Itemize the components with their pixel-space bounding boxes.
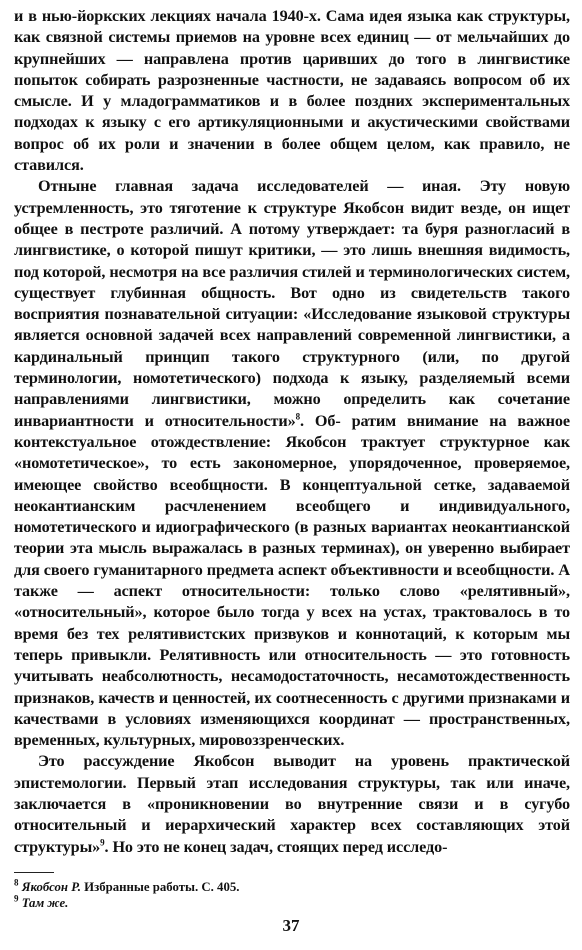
footnote-8-number: 8 — [14, 877, 19, 888]
page-body — [14, 6, 570, 911]
paragraph-2-cont: ратим внимание на важное контекстуальное отождествление: Якобсон трактует структурное как «номотетическое», то есть закономерное, упорядоченное, проверяемое, имеющее свойство всеобщности. В концептуальной сетке, задаваемой неокантианским расчленением всеобщего и индивидуального, номотетического и идиографического (в разных вариантах неокантианской теории эта мысль выражалась в разных терминах), он уверенно выбирает для своего гуманитарного предмета аспект объективности и всеобщности. А также — аспект относительности: только слово «релятивный», «относительный», которое было тогда у всех на устах, трактовалось в то время без тех релятивистских призвуков и коннотаций, к которым мы теперь привыкли. Релятивность или относительность — это готовность учитывать неабсолютность, несамодостаточность, несамотождественность признаков, качеств и ценностей, их соотнесенность с другими признаками и качествами в условиях изменяющихся координат — пространственных, временных, культурных, мировоззренческих. — [14, 411, 570, 750]
paragraph-2-tail: . Об- — [300, 411, 341, 430]
page-number: 37 — [282, 916, 300, 935]
footnote-8-text: Избранные работы. С. 405. — [84, 879, 240, 894]
paragraph-2 — [14, 176, 570, 751]
footnote-9-number: 9 — [14, 893, 19, 904]
footnote-9 — [14, 895, 570, 911]
paragraph-2-text: Отныне главная задача исследователей — иная. Эту новую устремленность, это тяготение к структуре Якобсон видит везде, он ищет общее в пестроте различий. А потому утверждает: та буря разногласий в лингвистике, о которой пишут критики, — это лишь внешняя видимость, под которой, несмотря на все различия стилей и терминологических систем, существует глубинная общность. Вот одно из свидетельств такого восприятия познавательной ситуации: «Исследование языковой структуры является основной задачей всех направлений современной лингвистики, а кардинальный принцип такого структурного (или, по другой терминологии, номотетического) подхода к языку, разделяемый всеми направлениями лингвистики, можно определить как сочетание инвариантности и относительности» — [14, 177, 570, 430]
footnote-ref-9[interactable]: 9 — [100, 837, 105, 848]
footnote-separator — [14, 872, 54, 873]
paragraph-3-text: Это рассуждение Якобсон выводит на уровень практической эпистемологии. Первый этап исследования структуры, так или иначе, заключается в «проникновении во внутренние связи и в сугубо относительный и иерархический характер всех составляющих этой структуры» — [14, 752, 570, 856]
paragraph-3-tail: Но это не конец задач, стоящих перед исследо- — [112, 837, 448, 856]
paragraph-1: и в нью-йоркских лекциях начала 1940-х. Сама идея языка как структуры, как связной системы приемов на уровне всех единиц — от мельчайших до крупнейших — направлена против царивших до того в лингвистике попыток собирать разрозненные частности, не задаваясь вопросом об их смысле. И у младограмматиков и в более поздних экспериментальных подходах к языку с его артикуляционными и акустическими свойствами вопрос об их роли и значении в более общем целом, как правило, не ставился. — [14, 7, 570, 175]
footnote-8-author: Якобсон Р. — [21, 879, 81, 894]
footnote-ref-8[interactable]: 8 — [295, 411, 301, 422]
footnote-9-author: Там же. — [21, 895, 69, 910]
paragraph-3: Это рассуждение Якобсон выводит на уровень практической эпистемологии. Первый этап исследования структуры, так или иначе, заключается в «проникновении во внутренние связи и в сугубо относительный и иерархический характер всех составляющих этой структуры»$^9$. Но это не конец задач, стоящих перед исследо- — [14, 752, 570, 856]
footnote-8 — [14, 879, 570, 895]
